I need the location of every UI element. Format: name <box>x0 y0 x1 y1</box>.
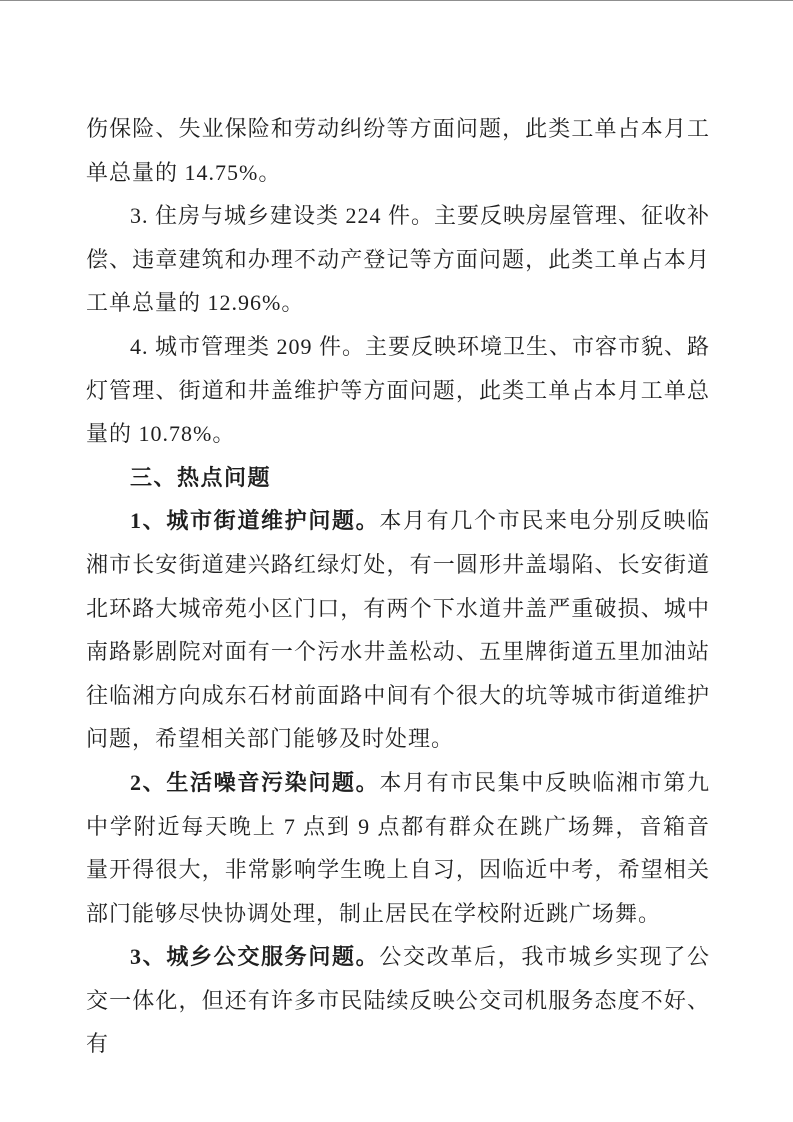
section-heading-hot-issues: 三、热点问题 <box>130 464 272 490</box>
hot-issue-1-body: 本月有几个市民来电分别反映临湘市长安街道建兴路红绿灯处，有一圆形井盖塌陷、长安街道北环路大城帝苑小区门口，有两个下水道井盖严重破损、城中南路影剧院对面有一个污水井盖松动、五里牌街道五里加油站往临湘方向成东石材前面路中间有个很大的坑等城市街道维护问题，希望相关部门能够及时处理。 <box>86 508 710 752</box>
hot-issue-2-title: 2、生活噪音污染问题。 <box>130 769 380 795</box>
paragraph-hot-issue-1 <box>86 499 710 761</box>
paragraph-category-3: 3. 住房与城乡建设类 224 件。主要反映房屋管理、征收补偿、违章建筑和办理不动产登记等方面问题，此类工单占本月工单总量的 12.96%。 <box>86 203 711 316</box>
paragraph-hot-issue-2 <box>86 761 710 935</box>
hot-issue-3-title: 3、城乡公交服务问题。 <box>130 944 380 970</box>
paragraph-category-4: 4. 城市管理类 209 件。主要反映环境卫生、市容市貌、路灯管理、街道和井盖维护等方面问题，此类工单占本月工单总量的 10.78%。 <box>86 333 711 447</box>
hot-issue-3-body: 公交改革后，我市城乡实现了公交一体化，但还有许多市民陆续反映公交司机服务态度不好、有 <box>86 944 710 1057</box>
hot-issue-1-title: 1、城市街道维护问题。 <box>130 508 380 534</box>
paragraph-continuation: 伤保险、失业保险和劳动纠纷等方面问题，此类工单占本月工单总量的 14.75%。 <box>86 116 710 185</box>
hot-issue-2-body: 本月有市民集中反映临湘市第九中学附近每天晚上 7 点到 9 点都有群众在跳广场舞，音箱音量开得很大，非常影响学生晚上自习，因临近中考，希望相关部门能够尽快协调处理，制止居民在学校附近跳广场舞。 <box>86 769 710 926</box>
paragraph-hot-issue-3 <box>86 935 710 1066</box>
